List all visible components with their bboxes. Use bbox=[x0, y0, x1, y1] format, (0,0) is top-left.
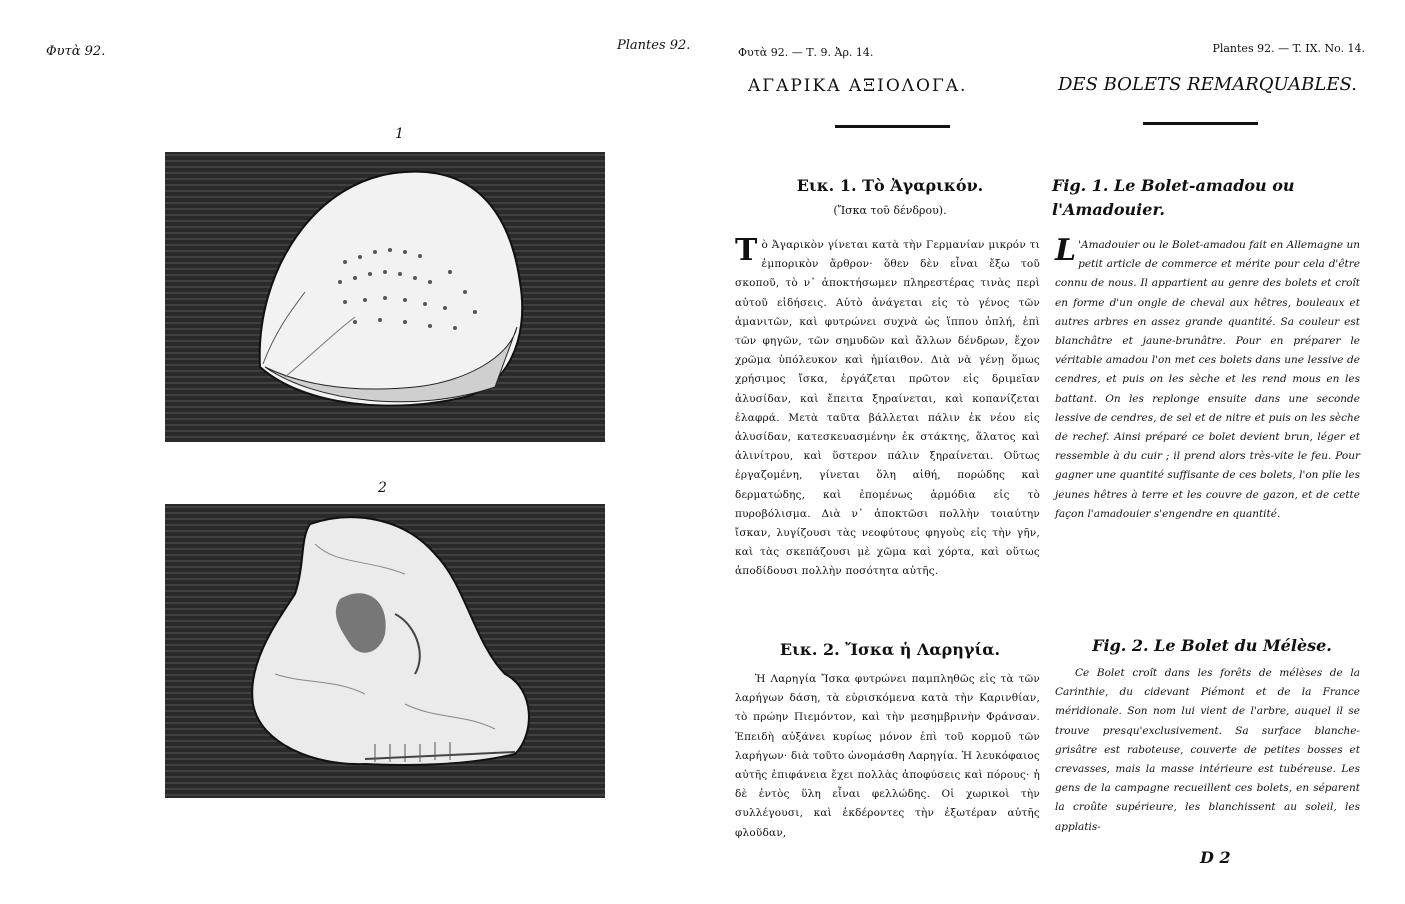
plate-1-drawing bbox=[165, 152, 605, 442]
plate-2-larch-bolet-illustration bbox=[165, 504, 605, 798]
plate-1-number: 1 bbox=[395, 126, 404, 142]
left-page-header-left: Φυτὰ 92. bbox=[46, 44, 106, 59]
rule-greek bbox=[835, 125, 950, 128]
title-greek: ΑΓΑΡΙΚΑ ΑΞΙΟΛΟΓΑ. bbox=[748, 76, 968, 96]
plate-2-drawing bbox=[165, 504, 605, 798]
fig1-french-dropcap: L bbox=[1055, 233, 1077, 268]
signature-mark: D 2 bbox=[1200, 848, 1231, 867]
rule-french bbox=[1143, 122, 1258, 125]
fig2-french-caption: Fig. 2. Le Bolet du Mélèse. bbox=[1092, 636, 1332, 655]
fig2-greek-body bbox=[735, 670, 1040, 843]
fig1-french-text: 'Amadouier ou le Bolet-amadou fait en Allemagne un petit article de commerce et mérite pour cela d'être connu de nous. Il appartient au genre des bolets et croît en forme d'un ongle de cheval aux hêtres, bouleaux et autres arbres en assez grande quantité. Sa couleur est blanchâtre et jaune-brunâtre. Pour en préparer le véritable amadou l'on met ces bolets dans une lessive de cendres, et puis on les sèche et les rend mous en les battant. On les replonge ensuite dans une seconde lessive de cendres, de sel et de nitre et puis on les sèche de rechef. Ainsi préparé ce bolet devient brun, léger et ressemble à du cuir ; il prend alors très-vite le feu. Pour gagner une quantité suffisante de ces bolets, l'on plie les jeunes hêtres à terre et les couvre de gazon, et de cette façon l'amadouier s'engendre en quantité. bbox=[1055, 239, 1360, 520]
fig2-french-body bbox=[1055, 664, 1360, 837]
title-french: DES BOLETS REMARQUABLES. bbox=[1058, 74, 1357, 95]
plate-2-number: 2 bbox=[378, 480, 387, 496]
fig2-greek-text: Ἡ Λαρηγία Ἴσκα φυτρώνει παμπληθῶς εἰς τὰ τῶν λαρήγων δάση, τὰ εὑρισκόμενα κατὰ τὴν Καρινθίαν, τὸ πρώην Πιεμόντον, καὶ τὴν μεσημβρινὴν Φράνσαν. Ἐπειδὴ αὐξάνει κυρίως μόνον ἐπὶ τοῦ κορμοῦ τῶν λαρήγων· διὰ τοῦτο ὠνομάσθη Λαρηγία. Ἡ λευκόφαιος αὐτῆς ἐπιφάνεια ἔχει πολλὰς ἀποφύσεις καὶ πόρους· ἡ δὲ ἐντὸς ὕλη εἶναι φελλώδης. Οἱ χωρικοὶ τὴν συλλέγουσι, καὶ ἐκδέροντες τὴν ἐξωτέραν αὐτῆς φλοῦδαν, bbox=[735, 673, 1040, 839]
right-page-header-right: Plantes 92. — T. IX. No. 14. bbox=[1212, 42, 1365, 55]
right-page-header-left: Φυτὰ 92. — Τ. 9. Ἀρ. 14. bbox=[738, 46, 874, 59]
fig1-greek-text: ὸ Ἀγαρικὸν γίνεται κατὰ τὴν Γερμανίαν μικρόν τι ἐμπορικὸν ἄρθρον· ὅθεν δὲν εἶναι ἔξω τοῦ σκοποῦ, τὸ ν᾽ ἀποκτήσωμεν πληρεστέρας τινὰς περὶ αὐτοῦ εἰδήσεις. Αὐτὸ ἀνάγεται εἰς τὸ γένος τῶν ἀμανιτῶν, καὶ φυτρώνει συχνὰ ὡς ἵππου ὁπλή, ἐπὶ τῶν φηγῶν, τῶν σημυδῶν καὶ ἄλλων δένδρων, ἔχον χρῶμα ὑπόλευκον καὶ ἡμίαιθον. Διὰ νὰ γένῃ ὅμως χρήσιμος ἴσκα, ἐργάζεται πρῶτον εἰς δριμεῖαν ἀλυσίδαν, καὶ ἔπειτα ξηραίνεται, καὶ κοπανίζεται ἐλαφρά. Μετὰ ταῦτα βάλλεται πάλιν ἐκ νέου εἰς ἀλυσίδαν, κατεσκευασμένην ἐκ στάκτης, ἅλατος καὶ ἀλινίτρου, καὶ ὕστερον πάλιν ξηραίνεται. Οὕτως ἐργαζομένη, γίνεται ὅλη αἰθή, πορώδης καὶ δερματώδης, καὶ ἐπομένως ἁρμόδια εἰς τὸ πυροβόλισμα. Διὰ ν᾽ ἀποκτῶσι πολλὴν τοιαύτην ἴσκαν, λυγίζουσι τὰς νεοφύτους φηγοὺς εἰς τὴν γῆν, καὶ τὰς σκεπάζουσι μὲ χῶμα καὶ χόρτα, καὶ οὕτως ἀποδίδουσι πολλὴν ποσότητα αὐτῆς. bbox=[735, 239, 1040, 578]
fig1-french-body bbox=[1055, 233, 1360, 524]
plate-1-amadou-illustration bbox=[165, 152, 605, 442]
fig1-greek-dropcap: Τ bbox=[735, 233, 758, 268]
fig1-greek-body bbox=[735, 233, 1040, 582]
fig1-greek-subcaption: (Ἴσκα τοῦ δένδρου). bbox=[833, 204, 947, 217]
fig2-greek-caption: Εικ. 2. Ἴσκα ἡ Λαρηγία. bbox=[779, 640, 1001, 659]
fig2-french-text: Ce Bolet croît dans les forêts de mélèses de la Carinthie, du cidevant Piémont et de la France méridionale. Son nom lui vient de l'arbre, auquel il se trouve presqu'exclusivement. Sa surface blanche-grisâtre est raboteuse, couverte de petites bosses et crevasses, mais la masse intérieure est tubéreuse. Les gens de la campagne recueillent ces bolets, en séparent la croûte supérieure, les blanchissent au soleil, les applatis- bbox=[1055, 667, 1360, 833]
left-page-header-right: Plantes 92. bbox=[617, 38, 691, 53]
fig1-french-caption: Fig. 1. Le Bolet-amadou ou l'Amadouier. bbox=[1052, 176, 1295, 219]
fig1-greek-caption: Εικ. 1. Τὸ Ἀγαρικόν. bbox=[796, 176, 984, 195]
